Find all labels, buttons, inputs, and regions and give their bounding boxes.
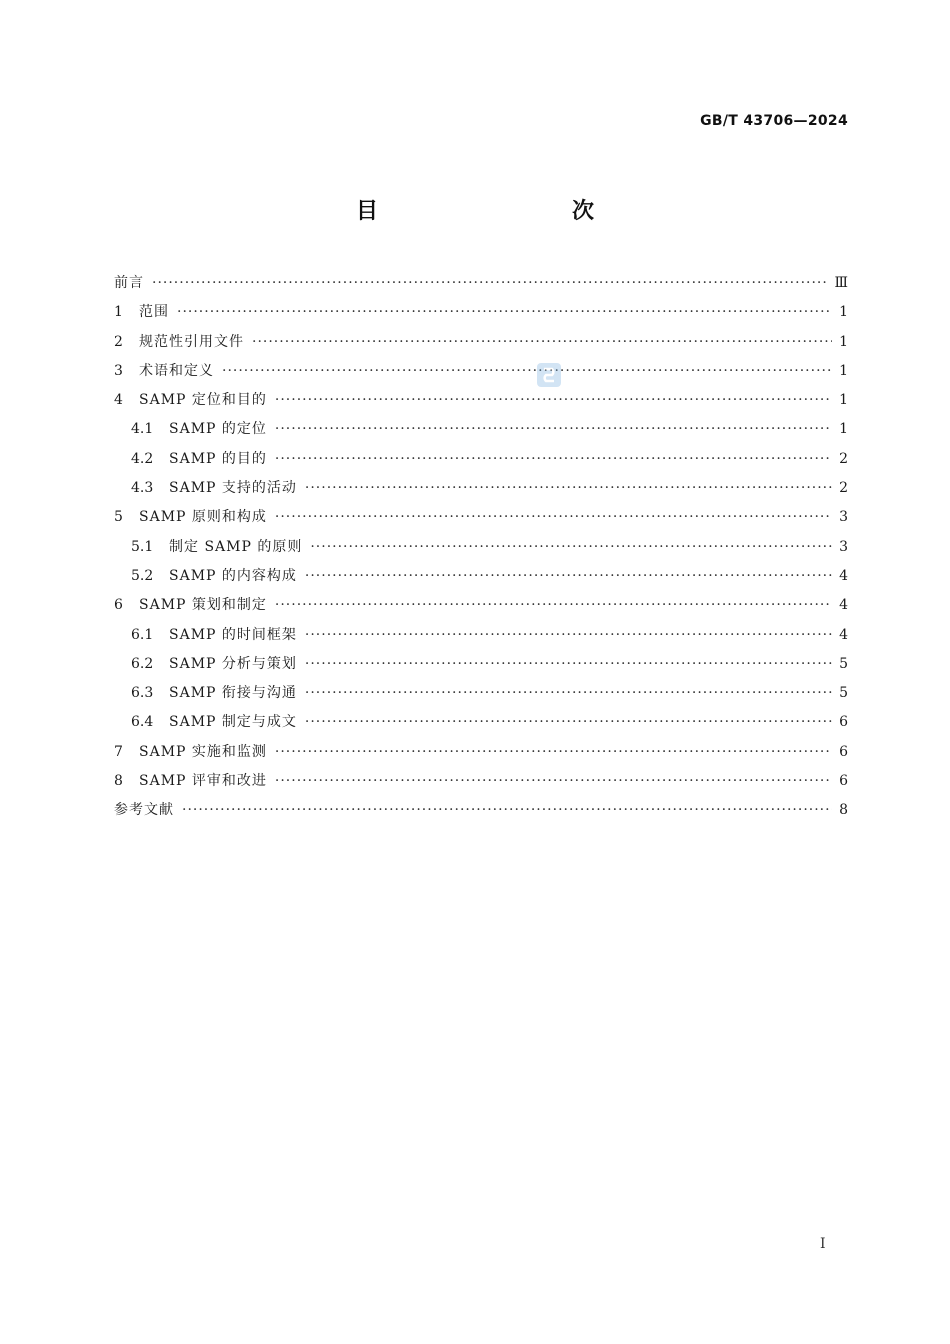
toc-entry-label: 规范性引用文件 bbox=[139, 333, 244, 350]
toc-entry-page: 1 bbox=[839, 392, 848, 409]
table-of-contents bbox=[114, 269, 848, 826]
toc-entry-page: 4 bbox=[839, 597, 848, 614]
toc-entry[interactable] bbox=[114, 503, 848, 532]
toc-entry-page: 6 bbox=[839, 714, 848, 731]
toc-dot-leader bbox=[305, 708, 832, 737]
toc-entry[interactable] bbox=[114, 796, 848, 825]
toc-entry-number: 5.2 bbox=[131, 567, 154, 584]
toc-entry-page: 4 bbox=[839, 567, 848, 584]
toc-entry-label: SAMP 策划和制定 bbox=[139, 597, 267, 614]
toc-entry-number: 6.4 bbox=[131, 714, 154, 731]
toc-entry-page: 4 bbox=[839, 626, 848, 643]
toc-entry[interactable] bbox=[114, 591, 848, 620]
toc-entry-page: 5 bbox=[839, 685, 848, 702]
toc-entry[interactable] bbox=[114, 328, 848, 357]
toc-entry[interactable] bbox=[114, 621, 848, 650]
toc-entry-label: SAMP 分析与策划 bbox=[169, 655, 297, 672]
toc-entry-page: 6 bbox=[839, 773, 848, 790]
toc-entry-label: SAMP 的定位 bbox=[169, 421, 267, 438]
toc-entry-number: 2 bbox=[114, 333, 123, 350]
toc-entry[interactable] bbox=[114, 415, 848, 444]
toc-entry[interactable] bbox=[114, 738, 848, 767]
toc-entry[interactable] bbox=[114, 650, 848, 679]
toc-dot-leader bbox=[275, 738, 832, 767]
toc-dot-leader bbox=[222, 357, 832, 386]
toc-entry-number: 6 bbox=[114, 597, 123, 614]
toc-entry-page: 3 bbox=[839, 509, 848, 526]
toc-entry-number: 4.2 bbox=[131, 450, 154, 467]
toc-entry-page: 6 bbox=[839, 743, 848, 760]
toc-entry-page: Ⅲ bbox=[834, 275, 848, 291]
toc-entry-label: 制定 SAMP 的原则 bbox=[169, 538, 303, 555]
toc-dot-leader bbox=[182, 796, 832, 825]
toc-entry-number: 7 bbox=[114, 743, 123, 760]
toc-entry[interactable] bbox=[114, 767, 848, 796]
toc-dot-leader bbox=[177, 298, 832, 327]
watermark-logo-icon bbox=[536, 362, 562, 388]
toc-entry-label: SAMP 评审和改进 bbox=[139, 773, 267, 790]
page-number: I bbox=[820, 1236, 826, 1252]
toc-entry-page: 3 bbox=[839, 538, 848, 555]
toc-entry-label: SAMP 原则和构成 bbox=[139, 509, 267, 526]
toc-entry-label: SAMP 制定与成文 bbox=[169, 714, 297, 731]
toc-dot-leader bbox=[275, 445, 832, 474]
toc-entry-label: SAMP 实施和监测 bbox=[139, 743, 267, 760]
toc-dot-leader bbox=[275, 591, 832, 620]
toc-entry-label: SAMP 的时间框架 bbox=[169, 626, 297, 643]
toc-entry-label: SAMP 的内容构成 bbox=[169, 567, 297, 584]
toc-entry-number: 5.1 bbox=[131, 538, 154, 555]
toc-entry-page: 1 bbox=[839, 421, 848, 438]
toc-dot-leader bbox=[275, 386, 832, 415]
toc-dot-leader bbox=[252, 328, 832, 357]
toc-title: 目 次 bbox=[355, 199, 644, 224]
toc-entry-label: SAMP 定位和目的 bbox=[139, 392, 267, 409]
toc-entry-number: 3 bbox=[114, 362, 123, 379]
toc-entry-number: 4 bbox=[114, 392, 123, 409]
toc-entry-page: 5 bbox=[839, 655, 848, 672]
toc-entry-number: 6.3 bbox=[131, 685, 154, 702]
toc-dot-leader bbox=[305, 562, 832, 591]
toc-dot-leader bbox=[275, 767, 832, 796]
toc-entry-page: 2 bbox=[839, 450, 848, 467]
toc-entry[interactable] bbox=[114, 562, 848, 591]
toc-entry[interactable] bbox=[114, 357, 848, 386]
toc-entry[interactable] bbox=[114, 474, 848, 503]
toc-entry-page: 2 bbox=[839, 480, 848, 497]
toc-dot-leader bbox=[305, 621, 832, 650]
toc-entry[interactable] bbox=[114, 445, 848, 474]
toc-entry-label: 参考文献 bbox=[114, 802, 174, 819]
standard-code: GB/T 43706—2024 bbox=[700, 113, 848, 129]
toc-entry-number: 6.2 bbox=[131, 655, 154, 672]
toc-entry-number: 8 bbox=[114, 773, 123, 790]
toc-entry[interactable] bbox=[114, 533, 848, 562]
toc-entry-label: 范围 bbox=[139, 304, 169, 321]
toc-dot-leader bbox=[305, 650, 832, 679]
toc-dot-leader bbox=[305, 474, 832, 503]
toc-entry-page: 1 bbox=[839, 362, 848, 379]
toc-entry-label: SAMP 支持的活动 bbox=[169, 480, 297, 497]
toc-dot-leader bbox=[275, 415, 832, 444]
toc-entry-number: 4.1 bbox=[131, 421, 154, 438]
toc-entry-label: SAMP 的目的 bbox=[169, 450, 267, 467]
toc-dot-leader bbox=[152, 269, 828, 298]
toc-entry[interactable] bbox=[114, 679, 848, 708]
toc-entry[interactable] bbox=[114, 386, 848, 415]
toc-dot-leader bbox=[275, 503, 832, 532]
toc-dot-leader bbox=[310, 533, 832, 562]
toc-entry-number: 6.1 bbox=[131, 626, 154, 643]
toc-entry-label: 术语和定义 bbox=[139, 362, 214, 379]
toc-entry-label: 前言 bbox=[114, 275, 144, 291]
toc-entry[interactable] bbox=[114, 298, 848, 327]
toc-entry-page: 1 bbox=[839, 333, 848, 350]
toc-entry-number: 4.3 bbox=[131, 480, 154, 497]
toc-entry-page: 1 bbox=[839, 304, 848, 321]
toc-entry-number: 1 bbox=[114, 304, 123, 321]
toc-entry-label: SAMP 衔接与沟通 bbox=[169, 685, 297, 702]
toc-entry-page: 8 bbox=[839, 802, 848, 819]
toc-dot-leader bbox=[305, 679, 832, 708]
toc-entry-number: 5 bbox=[114, 509, 123, 526]
toc-entry[interactable] bbox=[114, 269, 848, 298]
toc-entry[interactable] bbox=[114, 708, 848, 737]
